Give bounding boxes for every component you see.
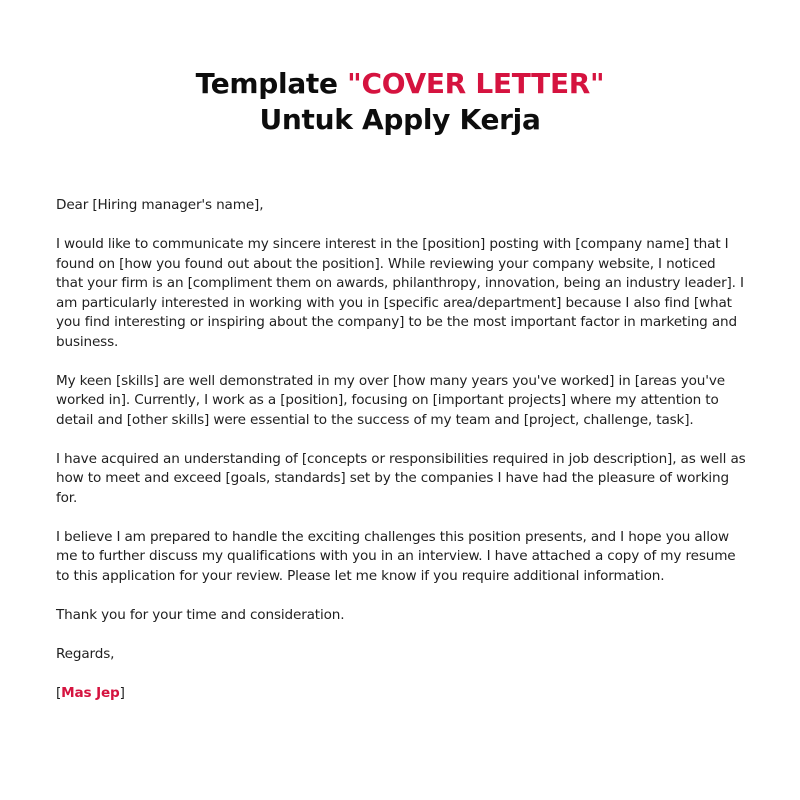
closing: Regards,: [56, 645, 115, 662]
paragraph-2: My keen [skills] are well demonstrated in my over [how many years you've worked] in [areas you've worked in]. Currently, I work as a [position], focusing on [important projects] where my attention to detail and [other skills] were essential to the success of my team and [project, challenge, task].: [56, 372, 725, 428]
salutation: Dear [Hiring manager's name],: [56, 197, 264, 213]
paragraph-1: I would like to communicate my sincere interest in the [position] posting with [company name] that I found on [how you found out about the position]. While reviewing your company website, I noticed that your firm is an [compliment them on awards, philanthropy, innovation, being an industry leader]. I am particularly interested in working with you in [specific area/department] because I also find [what you find interesting or inspiring about the company] to be the most important factor in marketing and business.: [56, 236, 744, 350]
paragraph-4: I believe I am prepared to handle the exciting challenges this position presents, and I hope you allow me to further discuss my qualifications with you in an interview. I have attached a copy of my resume to this application for your review. Please let me know if you require additional information.: [56, 528, 736, 584]
title-accent: "COVER LETTER": [347, 67, 605, 100]
signature-open-bracket: [: [56, 684, 62, 701]
letter-body: [56, 196, 746, 723]
thanks-line: Thank you for your time and consideration.: [56, 606, 345, 623]
signature-close-bracket: ]: [119, 684, 125, 701]
title-prefix: Template: [195, 67, 348, 100]
signature: [56, 684, 746, 704]
page-title: [0, 66, 800, 138]
title-line-2: Untuk Apply Kerja: [259, 103, 541, 136]
title-line-1: [0, 66, 800, 102]
paragraph-3: I have acquired an understanding of [concepts or responsibilities required in job description], as well as how to meet and exceed [goals, standards] set by the companies I have had the pleasure of working for.: [56, 450, 746, 506]
signature-name: Mas Jep: [61, 684, 120, 701]
